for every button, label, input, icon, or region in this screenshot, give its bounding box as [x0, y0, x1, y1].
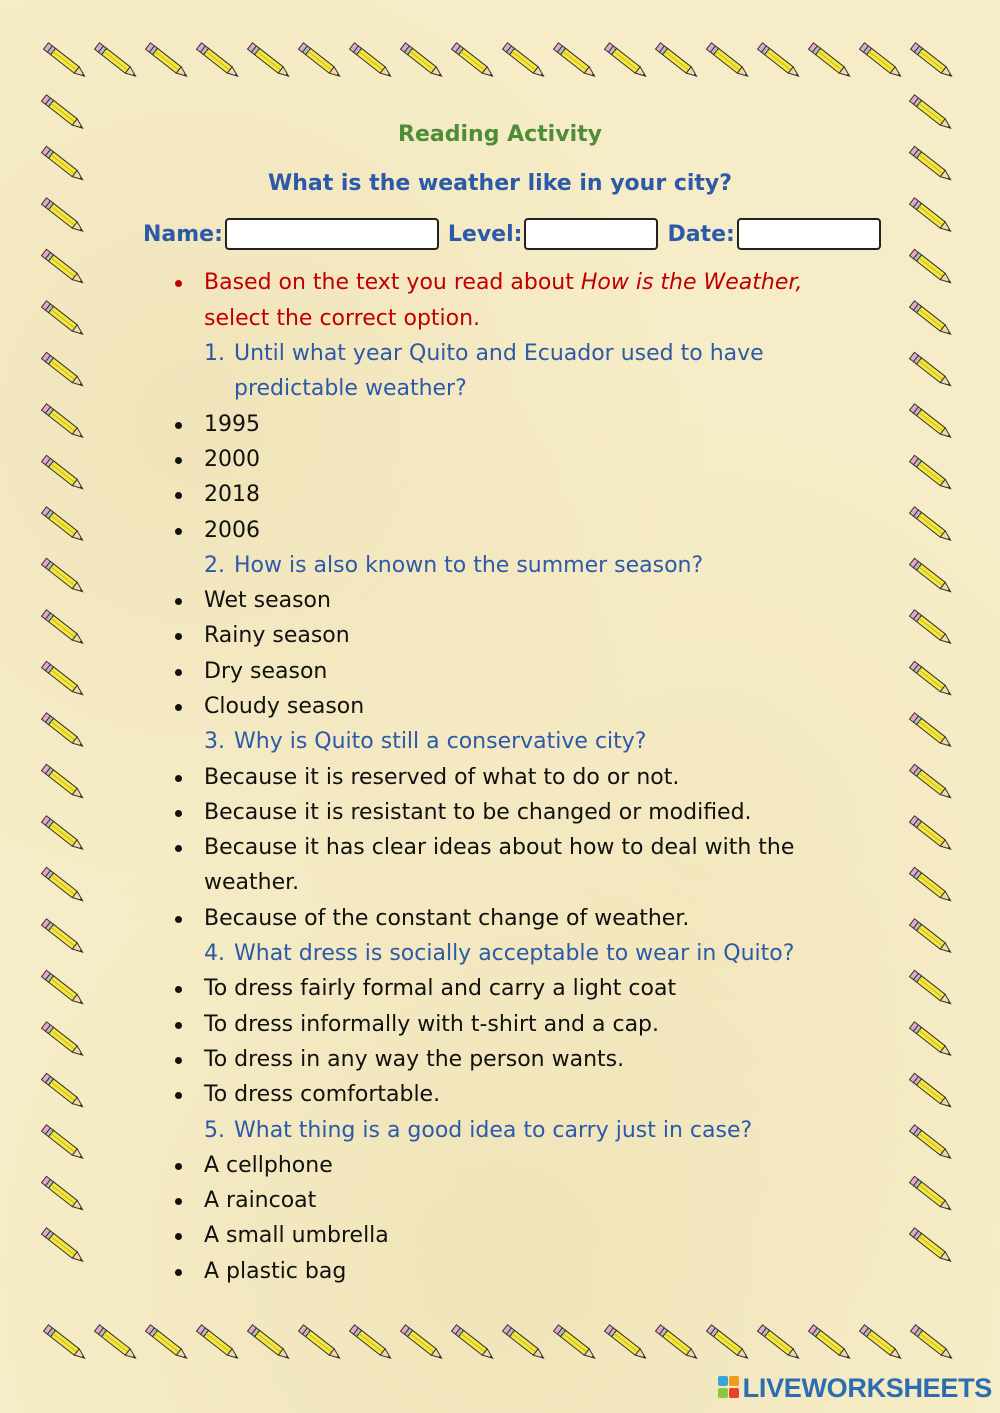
- pencil-icon: [910, 404, 954, 440]
- pencil-icon: [42, 1228, 86, 1264]
- pencil-icon: [197, 43, 241, 79]
- answer-option[interactable]: 2018: [204, 479, 260, 511]
- pencil-icon: [42, 198, 86, 234]
- pencil-icon: [452, 1325, 496, 1361]
- level-label: Level:: [447, 221, 523, 247]
- pencil-icon: [42, 249, 86, 285]
- answer-option[interactable]: Dry season: [204, 656, 327, 688]
- liveworksheets-logo: [718, 1371, 992, 1405]
- answer-option[interactable]: Because it is reserved of what to do or not.: [204, 762, 679, 794]
- question-2-text: 2. How is also known to the summer season?: [204, 550, 703, 582]
- question-number: 4.: [204, 941, 225, 966]
- pencil-icon: [42, 816, 86, 852]
- answer-option[interactable]: A plastic bag: [204, 1256, 346, 1288]
- level-field[interactable]: [524, 218, 658, 250]
- pencil-icon: [452, 43, 496, 79]
- name-field[interactable]: [225, 218, 439, 250]
- answer-option[interactable]: Wet season: [204, 585, 331, 617]
- student-info-row: [143, 216, 890, 252]
- pencil-icon: [42, 764, 86, 800]
- pencil-icon: [910, 1228, 954, 1264]
- pencil-icon: [911, 1325, 955, 1361]
- pencil-icon: [42, 558, 86, 594]
- pencil-icon: [42, 713, 86, 749]
- pencil-icon: [707, 43, 751, 79]
- pencil-icon: [605, 1325, 649, 1361]
- pencil-icon: [299, 43, 343, 79]
- answer-option[interactable]: Cloudy season: [204, 691, 364, 723]
- pencil-icon: [248, 43, 292, 79]
- answer-option[interactable]: 1995: [204, 409, 260, 441]
- answer-option[interactable]: Rainy season: [204, 620, 350, 652]
- pencil-icon: [910, 713, 954, 749]
- date-field[interactable]: [737, 218, 881, 250]
- pencil-icon: [350, 1325, 394, 1361]
- pencil-icon: [42, 507, 86, 543]
- pencil-icon: [503, 1325, 547, 1361]
- pencil-icon: [809, 1325, 853, 1361]
- page-subtitle: What is the weather like in your city?: [267, 171, 733, 196]
- date-label: Date:: [667, 221, 735, 247]
- pencil-icon: [42, 352, 86, 388]
- answer-option[interactable]: To dress fairly formal and carry a light coat: [204, 973, 676, 1005]
- pencil-icon: [910, 1125, 954, 1161]
- pencil-icon: [42, 404, 86, 440]
- question-number: 1.: [204, 341, 225, 366]
- pencil-icon: [758, 43, 802, 79]
- pencil-icon: [910, 558, 954, 594]
- question-4-text: 4. What dress is socially acceptable to wear in Quito?: [204, 938, 794, 970]
- question-number: 5.: [204, 1118, 225, 1143]
- answer-option[interactable]: 2006: [204, 515, 260, 547]
- pencil-icon: [910, 867, 954, 903]
- answer-option[interactable]: weather.: [204, 870, 300, 895]
- pencil-icon: [44, 1325, 88, 1361]
- answer-option[interactable]: To dress in any way the person wants.: [204, 1044, 624, 1076]
- pencil-icon: [910, 507, 954, 543]
- instruction-line: Based on the text you read about How is the Weather,: [204, 267, 802, 299]
- question-1-text: predictable weather?: [234, 376, 467, 401]
- answer-option[interactable]: 2000: [204, 444, 260, 476]
- pencil-icon: [503, 43, 547, 79]
- pencil-icon: [910, 661, 954, 697]
- pencil-icon: [401, 43, 445, 79]
- pencil-icon: [554, 43, 598, 79]
- page-title: Reading Activity: [398, 122, 602, 147]
- pencil-icon: [910, 249, 954, 285]
- pencil-icon: [42, 661, 86, 697]
- answer-option[interactable]: A small umbrella: [204, 1220, 389, 1252]
- pencil-icon: [860, 1325, 904, 1361]
- pencil-icon: [197, 1325, 241, 1361]
- pencil-icon: [42, 455, 86, 491]
- pencil-icon: [44, 43, 88, 79]
- pencil-icon: [910, 1176, 954, 1212]
- instruction-line-2: select the correct option.: [204, 306, 481, 331]
- question-3-text: 3. Why is Quito still a conservative city?: [204, 726, 646, 758]
- pencil-icon: [809, 43, 853, 79]
- liveworksheets-logo-icon: [718, 1376, 740, 1400]
- pencil-icon: [910, 198, 954, 234]
- pencil-icon: [42, 1125, 86, 1161]
- answer-option[interactable]: To dress comfortable.: [204, 1079, 440, 1111]
- answer-option[interactable]: Because it has clear ideas about how to deal with the: [204, 832, 794, 864]
- pencil-icon: [910, 301, 954, 337]
- answer-option[interactable]: Because it is resistant to be changed or modified.: [204, 797, 752, 829]
- pencil-icon: [910, 970, 954, 1006]
- logo-text: LIVEWORKSHEETS: [742, 1372, 992, 1403]
- pencil-icon: [95, 43, 139, 79]
- pencil-icon: [299, 1325, 343, 1361]
- pencil-icon: [860, 43, 904, 79]
- name-label: Name:: [143, 221, 223, 247]
- pencil-icon: [146, 1325, 190, 1361]
- pencil-icon: [910, 764, 954, 800]
- pencil-icon: [656, 43, 700, 79]
- pencil-icon: [350, 43, 394, 79]
- question-number: 3.: [204, 729, 225, 754]
- pencil-icon: [910, 1022, 954, 1058]
- text-title: How is the Weather,: [580, 270, 803, 295]
- pencil-icon: [42, 867, 86, 903]
- pencil-icon: [42, 919, 86, 955]
- pencil-icon: [910, 919, 954, 955]
- pencil-icon: [910, 1073, 954, 1109]
- pencil-icon: [42, 1176, 86, 1212]
- pencil-icon: [910, 610, 954, 646]
- pencil-icon: [401, 1325, 445, 1361]
- pencil-icon: [910, 816, 954, 852]
- answer-option[interactable]: A raincoat: [204, 1185, 316, 1217]
- pencil-icon: [42, 1073, 86, 1109]
- answer-option[interactable]: A cellphone: [204, 1150, 333, 1182]
- pencil-icon: [42, 970, 86, 1006]
- pencil-icon: [146, 43, 190, 79]
- question-number: 2.: [204, 553, 225, 578]
- pencil-icon: [605, 43, 649, 79]
- question-1-text: 1. Until what year Quito and Ecuador used to have: [204, 338, 764, 370]
- pencil-icon: [758, 1325, 802, 1361]
- pencil-icon: [554, 1325, 598, 1361]
- pencil-icon: [95, 1325, 139, 1361]
- pencil-icon: [656, 1325, 700, 1361]
- answer-option[interactable]: Because of the constant change of weather.: [204, 903, 689, 935]
- pencil-icon: [42, 1022, 86, 1058]
- pencil-icon: [707, 1325, 751, 1361]
- pencil-icon: [248, 1325, 292, 1361]
- pencil-icon: [42, 301, 86, 337]
- pencil-icon: [42, 610, 86, 646]
- pencil-icon: [910, 455, 954, 491]
- question-5-text: 5. What thing is a good idea to carry just in case?: [204, 1115, 752, 1147]
- answer-option[interactable]: To dress informally with t-shirt and a cap.: [204, 1009, 659, 1041]
- pencil-icon: [911, 43, 955, 79]
- pencil-icon: [910, 352, 954, 388]
